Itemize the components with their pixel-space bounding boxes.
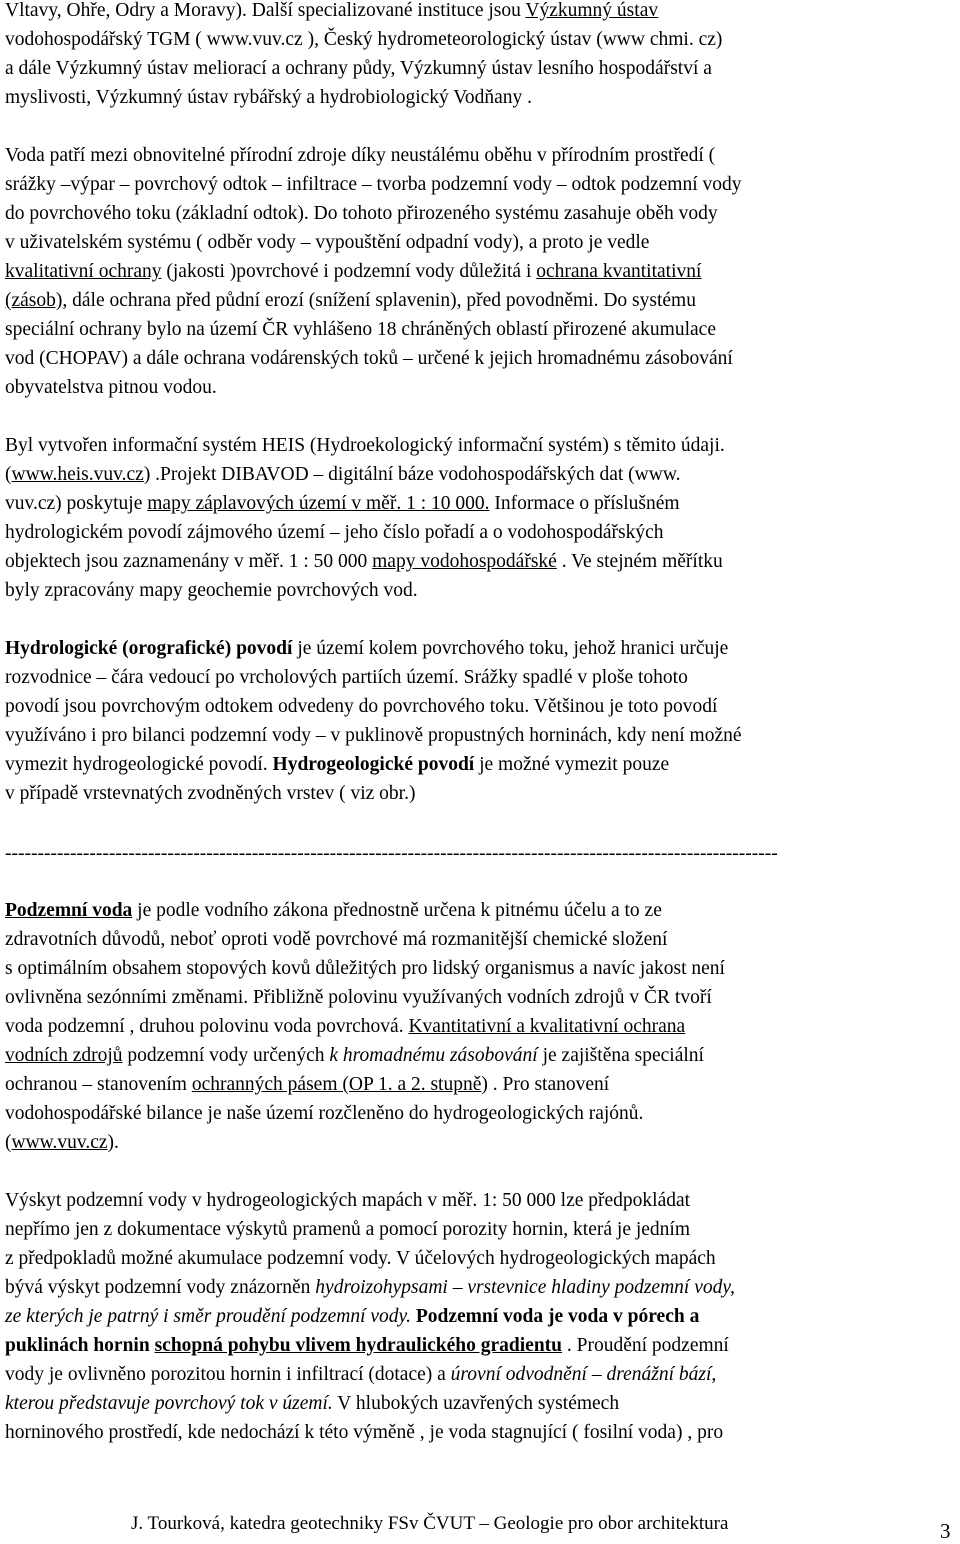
- text-line: vod (CHOPAV) a dále ochrana vodárenských toků – určené k jejich hromadnému zásobování: [5, 348, 733, 369]
- text-line: obyvatelstva pitnou vodou.: [5, 377, 217, 398]
- italic-text: ze kterých je patrný i směr proudění podzemní vody.: [5, 1306, 411, 1327]
- text-line: využíváno i pro bilanci podzemní vody – v puklinově propustných horninách, kdy není možné: [5, 725, 742, 746]
- text-line: [5, 896, 956, 925]
- text-run: je zajištěna speciální: [537, 1045, 704, 1066]
- page-footer: J. Tourková, katedra geotechniky FSv ČVUT – Geologie pro obor architektura: [131, 1513, 729, 1534]
- text-line: [5, 1389, 956, 1418]
- text-line: vodohospodářský TGM ( www.vuv.cz ), Český hydrometeorologický ústav (www chmi. cz): [5, 29, 723, 50]
- paragraph-hydrogeological-maps: [5, 1186, 956, 1447]
- text-run: Informace o příslušném: [489, 493, 680, 514]
- underlined-text: (zásob): [5, 290, 63, 311]
- underlined-text: mapy vodohospodářské: [372, 551, 557, 572]
- link-heis[interactable]: www.heis.vuv.cz: [11, 464, 144, 485]
- italic-text: hydroizohypsami – vrstevnice hladiny podzemní vody,: [315, 1277, 735, 1298]
- text-line: a dále Výzkumný ústav meliorací a ochrany půdy, Výzkumný ústav lesního hospodářství a: [5, 58, 712, 79]
- text-run: je možné vymezit pouze: [474, 754, 670, 775]
- text-line: [5, 634, 956, 663]
- paragraph-water-cycle: [5, 141, 956, 402]
- text-line: v případě vrstevnatých zvodněných vrstev ( viz obr.): [5, 783, 416, 804]
- text-line: [5, 1041, 956, 1070]
- paragraph-institutions: [5, 0, 956, 112]
- text-run: (: [5, 464, 12, 485]
- text-run: vody je ovlivněno porozitou hornin i infiltrací (dotace) a: [5, 1364, 451, 1385]
- text-line: ovlivněna sezónními změnami. Přibližně polovinu využívaných vodních zdrojů v ČR tvoří: [5, 987, 712, 1008]
- underlined-text: ochranných pásem (OP 1. a 2. stupně: [191, 1074, 482, 1095]
- text-line: srážky –výpar – povrchový odtok – infiltrace – tvorba podzemní vody – odtok podzemní vody: [5, 174, 742, 195]
- text-run: je podle vodního zákona přednostně určena k pitnému účelu a to ze: [132, 900, 662, 921]
- text-run: . Ve stejném měřítku: [556, 551, 723, 572]
- text-line: horninového prostředí, kde nedochází k této výměně , je voda stagnující ( fosilní voda) , pro: [5, 1422, 724, 1443]
- text-run: ochranou – stanovením: [5, 1074, 192, 1095]
- underlined-text: Výzkumný ústav: [525, 0, 659, 21]
- text-line: [5, 1331, 956, 1360]
- text-run: (: [5, 1132, 12, 1153]
- text-line: [5, 1360, 956, 1389]
- paragraph-groundwater: [5, 896, 956, 1157]
- text-line: [5, 257, 956, 286]
- text-line: [5, 1302, 956, 1331]
- text-line: [5, 286, 956, 315]
- text-line: [5, 750, 956, 779]
- page-number: 3: [940, 1519, 951, 1543]
- text-line: [5, 1128, 956, 1157]
- text-line: do povrchového toku (základní odtok). Do tohoto přirozeného systému zasahuje oběh vody: [5, 203, 718, 224]
- text-run: voda podzemní , druhou polovinu voda povrchová.: [5, 1016, 409, 1037]
- text-run: bývá výskyt podzemní vody znázorněn: [5, 1277, 316, 1298]
- bold-term: puklinách hornin: [5, 1335, 155, 1356]
- underlined-text: mapy záplavových území v měř. 1 : 10 000.: [147, 493, 490, 514]
- text-line: hydrologickém povodí zájmového území – jeho číslo pořadí a o vodohospodářských: [5, 522, 664, 543]
- text-run: podzemní vody určených: [122, 1045, 330, 1066]
- text-line: vodohospodářské bilance je naše území rozčleněno do hydrogeologických rajónů.: [5, 1103, 644, 1124]
- text-run: (jakosti )povrchové i podzemní vody důležitá i: [161, 261, 537, 282]
- text-line: byly zpracovány mapy geochemie povrchových vod.: [5, 580, 418, 601]
- text-line: rozvodnice – čára vedoucí po vrcholových partiích území. Srážky spadlé v ploše tohoto: [5, 667, 688, 688]
- paragraph-heis: [5, 431, 956, 605]
- text-run: objektech jsou zaznamenány v měř. 1 : 50 000: [5, 551, 373, 572]
- paragraph-hydrological-basin: [5, 634, 956, 808]
- bold-term: Podzemní voda je voda v pórech a: [410, 1306, 700, 1327]
- text-line: speciální ochrany bylo na území ČR vyhlášeno 18 chráněných oblastí přirozené akumulace: [5, 319, 716, 340]
- text-line: Byl vytvořen informační systém HEIS (Hydroekologický informační systém) s těmito údaji.: [5, 435, 725, 456]
- text-line: [5, 1273, 956, 1302]
- underlined-text: Kvantitativní a kvalitativní ochrana: [408, 1016, 686, 1037]
- text-line: [5, 1070, 956, 1099]
- text-run: je území kolem povrchového toku, jehož hranici určuje: [292, 638, 729, 659]
- link-vuv[interactable]: www.vuv.cz: [11, 1132, 108, 1153]
- text-line: [5, 1012, 956, 1041]
- underlined-text: vodních zdrojů: [5, 1045, 123, 1066]
- text-line: myslivosti, Výzkumný ústav rybářský a hydrobiologický Vodňany .: [5, 87, 533, 108]
- text-line: [5, 547, 956, 576]
- italic-text: úrovní odvodnění – drenážní bází,: [450, 1364, 717, 1385]
- text-run: ) .Projekt DIBAVOD – digitální báze vodohospodářských dat (www.: [143, 464, 681, 485]
- text-run: ).: [107, 1132, 119, 1153]
- text-run: , dále ochrana před půdní erozí (snížení splavenin), před povodněmi. Do systému: [62, 290, 696, 311]
- text-line: povodí jsou povrchovým odtokem odvedeny do povrchového toku. Většinou je toto povodí: [5, 696, 718, 717]
- text-line: zdravotních důvodů, neboť oproti vodě povrchové má rozmanitější chemické složení: [5, 929, 668, 950]
- text-run: . Proudění podzemní: [562, 1335, 729, 1356]
- text-run: ) . Pro stanovení: [481, 1074, 610, 1095]
- text-line: z předpokladů možné akumulace podzemní vody. V účelových hydrogeologických mapách: [5, 1248, 716, 1269]
- text-run: Vltavy, Ohře, Odry a Moravy). Další specializované instituce jsou: [5, 0, 526, 21]
- bold-underlined-text: schopná pohybu vlivem hydraulického gradientu: [154, 1335, 563, 1356]
- italic-text: k hromadnému zásobování: [329, 1045, 538, 1066]
- bold-term: Podzemní voda: [5, 900, 133, 921]
- text-run: vymezit hydrogeologické povodí.: [5, 754, 273, 775]
- bold-term: Hydrologické (orografické) povodí: [5, 638, 293, 659]
- text-line: nepřímo jen z dokumentace výskytů pramenů a pomocí porozity hornin, která je jedním: [5, 1219, 691, 1240]
- underlined-text: ochrana kvantitativní: [536, 261, 702, 282]
- text-line: s optimálním obsahem stopových kovů důležitých pro lidský organismus a navíc jakost není: [5, 958, 725, 979]
- text-line: Výskyt podzemní vody v hydrogeologických mapách v měř. 1: 50 000 lze předpokládat: [5, 1190, 691, 1211]
- dashed-separator: -----------------------------------------------------------------------------------------------------------------------: [5, 843, 778, 864]
- text-line: [5, 0, 956, 25]
- text-line: [5, 460, 956, 489]
- text-line: v uživatelském systému ( odběr vody – vypouštění odpadní vody), a proto je vedle: [5, 232, 650, 253]
- text-run: vuv.cz) poskytuje: [5, 493, 148, 514]
- bold-term: Hydrogeologické povodí: [272, 754, 475, 775]
- underlined-text: kvalitativní ochrany: [5, 261, 162, 282]
- text-line: [5, 489, 956, 518]
- text-line: Voda patří mezi obnovitelné přírodní zdroje díky neustálému oběhu v přírodním prostředí (: [5, 145, 716, 166]
- text-run: V hlubokých uzavřených systémech: [332, 1393, 620, 1414]
- italic-text: kterou představuje povrchový tok v území.: [5, 1393, 333, 1414]
